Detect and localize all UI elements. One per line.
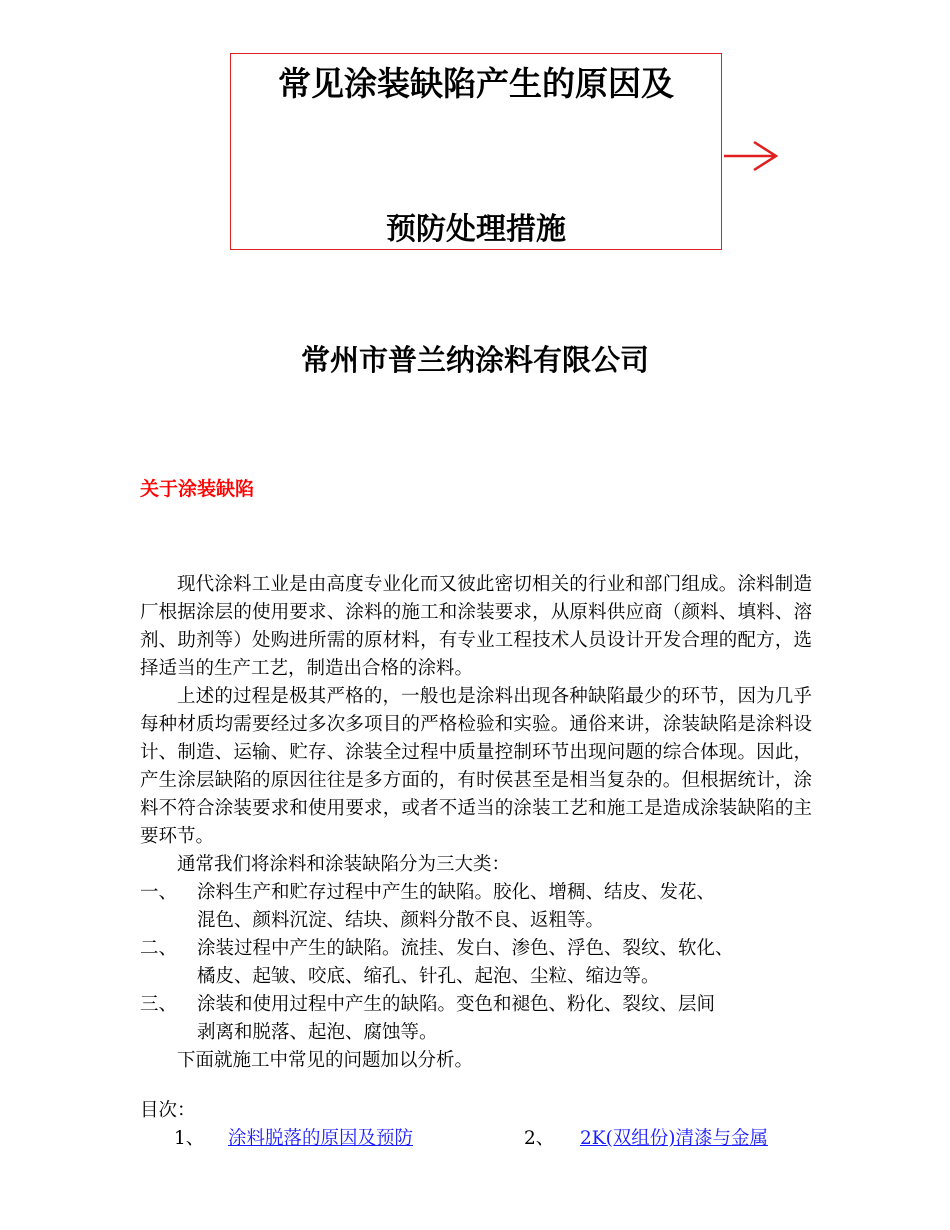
list-item-text: 涂料生产和贮存过程中产生的缺陷。胶化、增稠、结皮、发花、 混色、颜料沉淀、结块、颜料分散不良、返粗等。	[197, 882, 716, 931]
paragraph-closing: 下面就施工中常见的问题加以分析。	[177, 1050, 474, 1071]
toc-item-number: 1、	[174, 1128, 205, 1149]
toc-link-coating-peeling[interactable]: 涂料脱落的原因及预防	[228, 1128, 414, 1149]
toc-link-2k-clearcoat[interactable]: 2K(双组份)清漆与金属	[580, 1128, 769, 1149]
section-title: 关于涂装缺陷	[140, 478, 255, 500]
paragraph-intro: 现代涂料工业是由高度专业化而又彼此密切相关的行业和部门组成。涂料制造厂根据涂层的使用要求、涂料的施工和涂装要求，从原料供应商（颜料、填料、溶剂、助剂等）处购进所需的原材料，有专业工程技术人员设计开发合理的配方，选择适当的生产工艺，制造出合格的涂料。	[140, 574, 812, 679]
company-name: 常州市普兰纳涂料有限公司	[300, 343, 649, 377]
list-item-number: 二、	[140, 938, 178, 959]
list-item	[140, 879, 812, 935]
list-item	[140, 991, 812, 1047]
document-title-line1: 常见涂装缺陷产生的原因及	[278, 64, 674, 103]
toc-item-number: 2、	[524, 1128, 555, 1149]
body-text	[140, 571, 812, 1153]
right-arrow-icon	[724, 140, 780, 172]
toc-label: 目次：	[140, 1100, 196, 1121]
list-item-text: 涂装过程中产生的缺陷。流挂、发白、渗色、浮色、裂纹、软化、 橘皮、起皱、咬底、缩孔、针孔、起泡、尘粒、缩边等。	[197, 938, 734, 987]
paragraph-classification: 通常我们将涂料和涂装缺陷分为三大类：	[177, 854, 511, 875]
list-item-number: 三、	[140, 994, 178, 1015]
document-title-line2: 预防处理措施	[386, 212, 566, 247]
toc-row	[140, 1125, 812, 1153]
title-box	[230, 53, 722, 250]
list-item-number: 一、	[140, 882, 178, 903]
list-item	[140, 935, 812, 991]
list-item-text: 涂装和使用过程中产生的缺陷。变色和褪色、粉化、裂纹、层间 剥离和脱落、起泡、腐蚀等。	[197, 994, 716, 1043]
paragraph-process: 上述的过程是极其严格的，一般也是涂料出现各种缺陷最少的环节，因为几乎每种材质均需要经过多次多项目的严格检验和实验。通俗来讲，涂装缺陷是涂料设计、制造、运输、贮存、涂装全过程中质量控制环节出现问题的综合体现。因此，产生涂层缺陷的原因往往是多方面的，有时侯甚至是相当复杂的。但根据统计，涂料不符合涂装要求和使用要求，或者不适当的涂装工艺和施工是造成涂装缺陷的主要环节。	[140, 686, 812, 847]
defect-category-list	[140, 879, 812, 1047]
